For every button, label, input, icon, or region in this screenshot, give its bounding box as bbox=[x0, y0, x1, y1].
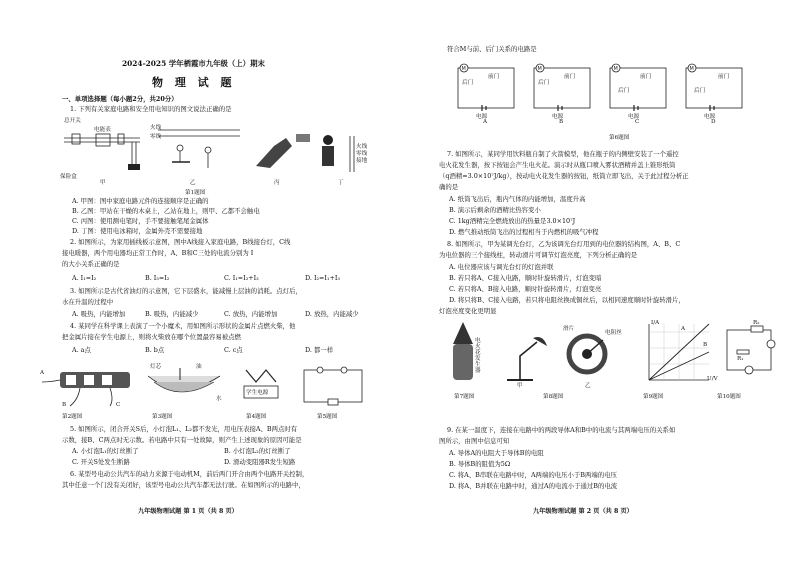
figures-7-to-10 bbox=[437, 320, 777, 388]
q4-option-c: C. c点 bbox=[224, 346, 243, 354]
fig8-caption: 第8题图 bbox=[543, 394, 564, 400]
fig8-jia: 甲 bbox=[517, 383, 523, 389]
q7-option-b: B. 演示后剩余的酒精比热容变小 bbox=[449, 206, 541, 214]
q7-option-d: D. 燃气推动纸筒飞出的过程相当于内燃机的吸气冲程 bbox=[449, 228, 599, 236]
q3-option-a: A. 吸热，内能增加 bbox=[72, 310, 126, 318]
q5-option-a: A. 小灯泡L₁的灯丝断了 bbox=[72, 447, 139, 455]
fig6-power-c: 电源 bbox=[628, 114, 640, 120]
fig6-b-rear: 后门 bbox=[538, 80, 550, 86]
q6-line-2: 其中任意一个门没有关闭好，该型号电动公共汽车都无法行驶。在如图所示的电路中， bbox=[62, 481, 305, 489]
q2-option-d: D. I₂=I₁+I₃ bbox=[305, 274, 340, 282]
q8-line-1: 8. 如图所示，甲为某调光台灯，乙为该调光台灯用到的电位器的结构图，A、B、C bbox=[447, 240, 681, 248]
q3-option-c: C. 放热，内能增加 bbox=[224, 310, 278, 318]
right-page bbox=[397, 0, 794, 561]
fig1-ding: 丁 bbox=[338, 180, 344, 186]
fig1-jia: 甲 bbox=[100, 180, 106, 186]
q9-option-d: D. 将A、B并联在电路中时，通过A的电流小于通过B的电流 bbox=[449, 482, 618, 490]
q3-line-2: 水在升温的过程中 bbox=[62, 298, 114, 306]
fig2-caption: 第2题图 bbox=[62, 414, 83, 420]
fig1-yi: 乙 bbox=[190, 180, 196, 186]
q2-line-1: 2. 如图所示，为家用插线板示意图，图中A线接入家庭电路，B线接台灯，C线 bbox=[70, 238, 291, 246]
q5-line-2: 示数，接B、C两点时无示数。若电路中只有一处故障，则产生上述现象的原因可能是 bbox=[62, 436, 302, 444]
q3-option-b: B. 吸热，内能减少 bbox=[145, 310, 199, 318]
fig2-b: B bbox=[62, 402, 67, 408]
q5-option-c: C. 开关S处发生断路 bbox=[72, 458, 130, 466]
figure-1 bbox=[60, 116, 370, 186]
q7-line-4: 确的是 bbox=[439, 183, 459, 191]
exam-header: 2024-2025 学年栖霞市九年级（上）期末 bbox=[122, 59, 265, 68]
fig2-a: A bbox=[40, 370, 45, 376]
svg-text:M: M bbox=[537, 66, 542, 72]
fig9-line-b: B bbox=[703, 342, 708, 348]
fig6-opt-a: A bbox=[483, 119, 488, 125]
fig10-r1: R₁ bbox=[737, 356, 744, 362]
q8-option-c: C. 若只将A、B接入电路，顺时针旋转滑片，灯泡变亮 bbox=[449, 285, 602, 293]
left-footer: 九年级物理试题 第 1 页（共 8 页） bbox=[138, 508, 238, 515]
q5-line-1: 5. 如图所示，闭合开关S后，小灯泡L₁、L₂都不发光，用电压表接A、B两点时有 bbox=[70, 425, 298, 433]
q2-option-a: A. I₁=I₂ bbox=[72, 274, 97, 282]
q6-line-1: 6. 某型号电动公共汽车的动力来源于电动机M，前后两门开合由两个电路开关控制， bbox=[70, 470, 309, 478]
figures-2-to-5 bbox=[40, 358, 380, 410]
figures-2-5-drawing bbox=[40, 358, 380, 410]
fig2-c: C bbox=[116, 402, 121, 408]
q4-line-1: 4. 某同学在科学课上表演了一个小魔术，用如图所示形状的金属片点燃火柴，他 bbox=[70, 322, 296, 330]
q1-option-a: A. 甲图：图中家庭电路元件的连接顺序是正确的 bbox=[72, 197, 209, 205]
fig3-oil: 油 bbox=[196, 364, 202, 370]
q8-tail: 灯泡亮度变化更明显 bbox=[439, 307, 497, 315]
q2-option-b: B. I₃=I₂ bbox=[145, 274, 170, 282]
fig6-caption: 第6题图 bbox=[609, 135, 630, 141]
fig1-bing: 丙 bbox=[274, 180, 280, 186]
fig8-slider: 滑片 bbox=[563, 326, 575, 332]
fig6-d-rear: 后门 bbox=[694, 88, 706, 94]
q2-line-2: 接电暖器，两个用电器均正常工作时，A、B和C三处的电流分别为 I bbox=[62, 249, 254, 257]
q9-option-c: C. 将A、B串联在电路中时，A两端的电压小于B两端的电压 bbox=[449, 471, 617, 479]
q7-option-c: C. 1kg酒精完全燃烧放出的热量是3.0×10⁷J bbox=[449, 217, 576, 225]
q8-option-a: A. 电位器应该与调光台灯的灯泡并联 bbox=[449, 263, 554, 271]
q7-line-3: （q酒精=3.0×10⁷J/kg），按动电火花发生器的按钮，纸筒立即飞出，关于此过程分析正 bbox=[439, 172, 689, 180]
q9-option-b: B. 导体B的阻值为5Ω bbox=[449, 460, 511, 468]
fig3-caption: 第3题图 bbox=[152, 414, 173, 420]
fig6-opt-b: B bbox=[559, 119, 564, 125]
q7-option-a: A. 纸筒飞出后，瓶内气体的内能增加，温度升高 bbox=[449, 195, 586, 203]
q4-line-2: 把金属片接在学生电源上，则将火柴放在哪个位置最容易被点燃 bbox=[62, 333, 241, 341]
right-footer: 九年级物理试题 第 2 页（共 8 页） bbox=[533, 508, 633, 515]
q4-option-b: B. b点 bbox=[145, 346, 165, 354]
fig4-power: 学生电源 bbox=[246, 390, 269, 396]
svg-text:M: M bbox=[613, 66, 618, 72]
fig1-meter-label: 电能表 bbox=[94, 127, 111, 133]
fig9-caption: 第9题图 bbox=[643, 394, 664, 400]
fig9-line-a: A bbox=[681, 326, 686, 332]
q8-option-b: B. 若只将A、C接入电路，顺时针旋转滑片，灯泡变暗 bbox=[449, 274, 602, 282]
fig4-caption: 第4题图 bbox=[246, 414, 267, 420]
q5-option-d: D. 滑动变阻器R发生短路 bbox=[224, 458, 296, 466]
fig10-r2: R₂ bbox=[753, 320, 760, 326]
svg-text:M: M bbox=[461, 66, 466, 72]
q1-option-b: B. 乙图：甲站在干燥的木桌上，乙站在地上，则甲、乙都不会触电 bbox=[72, 207, 260, 215]
fig6-a-rear: 后门 bbox=[462, 80, 474, 86]
fig6-opt-c: C bbox=[635, 119, 640, 125]
q9-line-2: 图所示，由图中信息可知 bbox=[439, 437, 510, 445]
fig9-xlabel: U/V bbox=[707, 376, 718, 382]
fig6-c-rear: 后门 bbox=[618, 88, 630, 94]
q2-line-3: 的大小关系正确的是 bbox=[62, 260, 120, 268]
svg-text:M: M bbox=[689, 66, 694, 72]
fig5-caption: 第5题图 bbox=[317, 414, 338, 420]
fig1-ground-label: 火线 零线 接地 bbox=[356, 144, 368, 164]
q8-option-d: D. 将只将B、C接入电路，若只将电阻丝换成铜丝后，以相同速度顺时针旋转滑片， bbox=[449, 296, 685, 304]
fig7-spark-label: 电火花发生器 bbox=[475, 338, 481, 374]
figure-6 bbox=[452, 56, 752, 126]
fig6-d-front: 前门 bbox=[718, 74, 730, 80]
fig8-wire: 电阻丝 bbox=[605, 330, 622, 336]
q2-option-c: C. I₁=I₂+I₃ bbox=[224, 274, 259, 282]
q1-option-d: D. 丁图：使用电冰箱时，金属外壳不需要接地 bbox=[72, 227, 203, 235]
fig1-switch-label: 总开关 bbox=[64, 118, 81, 124]
q5-option-b: B. 小灯泡L₂的灯丝断了 bbox=[224, 447, 291, 455]
fig3-water: 水 bbox=[216, 396, 222, 402]
q7-line-1: 7. 如图所示，某同学用饮料瓶自制了火箭模型，他在瓶子的内侧壁安装了一个遥控 bbox=[447, 150, 679, 158]
q4-option-d: D. 都一样 bbox=[305, 346, 334, 354]
section-heading: 一、单项选择题（每小题2分，共20分） bbox=[62, 95, 178, 103]
fig8-yi: 乙 bbox=[585, 383, 591, 389]
q9-option-a: A. 导体A的电阻大于导体B的电阻 bbox=[449, 449, 544, 457]
fig6-a-front: 前门 bbox=[488, 74, 500, 80]
fig10-caption: 第10题图 bbox=[717, 394, 741, 400]
fig6-power-a: 电源 bbox=[476, 114, 488, 120]
q9-line-1: 9. 在某一温度下，连接在电路中的两段导体A和B中的电流与其两端电压的关系如 bbox=[447, 426, 676, 434]
fig6-b-front: 前门 bbox=[564, 74, 576, 80]
q8-line-2: 为电位器的三个接线柱，转动滑片可调节灯泡亮度，下列分析正确的是 bbox=[439, 251, 638, 259]
exam-title: 物 理 试 题 bbox=[152, 76, 236, 89]
fig9-ylabel: I/A bbox=[651, 320, 660, 326]
fig6-opt-d: D bbox=[711, 119, 716, 125]
fig7-caption: 第7题图 bbox=[454, 394, 475, 400]
fig1-fire-label: 火线 bbox=[150, 125, 162, 131]
fig6-c-front: 前门 bbox=[640, 74, 652, 80]
fig1-zero-label: 零线 bbox=[150, 134, 162, 140]
question-1: 1. 下列有关家庭电路和安全用电知识的图文说法正确的是 bbox=[70, 105, 232, 113]
q3-option-d: D. 放热，内能减少 bbox=[305, 310, 359, 318]
q1-option-c: C. 丙图：使用测电笔时，手不要接触笔尾金属体 bbox=[72, 217, 209, 225]
fig6-power-b: 电源 bbox=[552, 114, 564, 120]
q7-line-2: 电火花发生器，按下按钮会产生电火花。演示时从瓶口喷入雾状酒精并盖上锥形纸筒 bbox=[439, 161, 676, 169]
q4-option-a: A. a点 bbox=[72, 346, 91, 354]
fig6-power-d: 电源 bbox=[704, 114, 716, 120]
q6-continuation: 符合M与前、后门关系的电路是 bbox=[447, 45, 537, 53]
fig1-caption: 第1题图 bbox=[185, 190, 206, 196]
fig3-wick: 灯芯 bbox=[150, 364, 162, 370]
q3-line-1: 3. 如图所示是古代省油灯的示意图，它下层盛水，能减慢上层油的消耗。点灯后， bbox=[70, 287, 302, 295]
fig1-fuse-label: 保险盒 bbox=[60, 174, 77, 180]
